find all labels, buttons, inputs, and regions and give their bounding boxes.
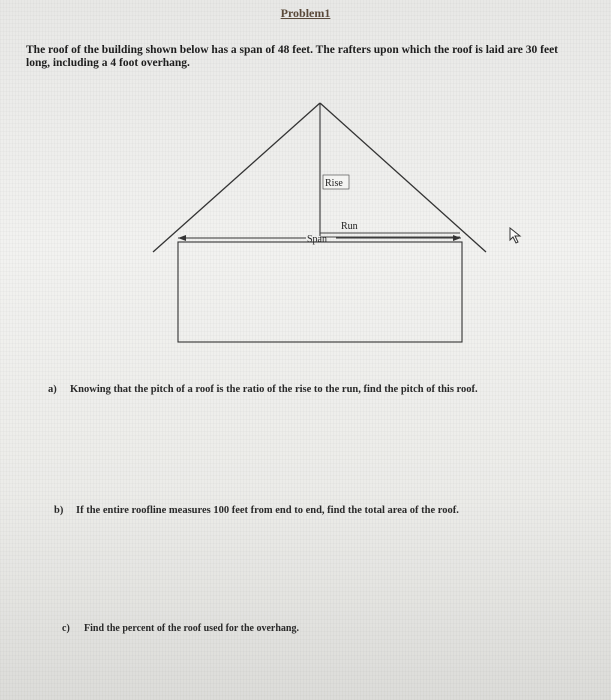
run-lines bbox=[320, 233, 460, 237]
run-label: Run bbox=[341, 221, 358, 232]
building-walls bbox=[178, 242, 462, 342]
question-a-text: Knowing that the pitch of a roof is the ratio of the rise to the run, find the pitch of this roof. bbox=[70, 384, 478, 395]
question-b bbox=[54, 505, 459, 516]
mouse-pointer-icon bbox=[508, 227, 524, 245]
roof-outline bbox=[153, 103, 486, 252]
rise-label: Rise bbox=[325, 178, 343, 189]
span-arrow-left bbox=[178, 235, 186, 241]
left-rafter bbox=[153, 103, 320, 252]
question-b-label: b) bbox=[54, 505, 64, 516]
question-c-label: c) bbox=[62, 623, 70, 634]
question-a-label: a) bbox=[48, 384, 57, 395]
page-title: Problem1 bbox=[280, 6, 331, 20]
question-a bbox=[48, 384, 478, 395]
span-arrow-right bbox=[453, 235, 461, 241]
question-c-text: Find the percent of the roof used for the overhang. bbox=[84, 623, 299, 634]
problem-intro: The roof of the building shown below has a span of 48 feet. The rafters upon which the roof is laid are 30 feet long, including a 4 foot overhang. bbox=[26, 44, 559, 69]
span-label: Span bbox=[307, 234, 327, 245]
question-c bbox=[62, 623, 299, 634]
question-b-text: If the entire roofline measures 100 feet from end to end, find the total area of the roof. bbox=[76, 505, 459, 516]
